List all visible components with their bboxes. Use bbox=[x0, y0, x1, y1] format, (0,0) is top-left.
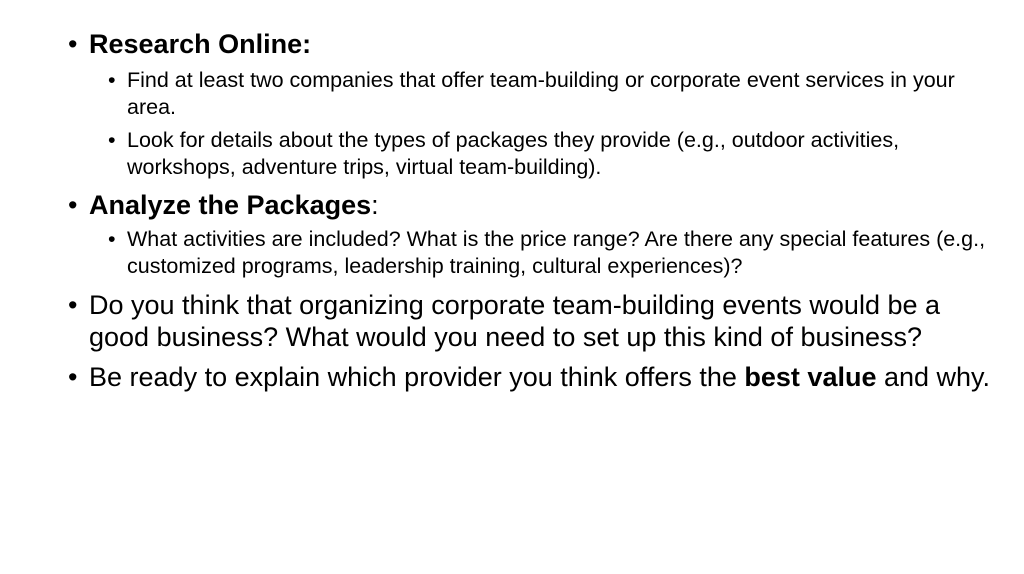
value-emphasis: value bbox=[807, 362, 877, 392]
and-why-text: and why. bbox=[876, 362, 991, 392]
analyze-packages-colon: : bbox=[371, 190, 379, 220]
bullet-list bbox=[62, 28, 992, 393]
sub-bullet-find-companies bbox=[62, 67, 992, 121]
analyze-packages-heading: Analyze the Packages bbox=[89, 190, 372, 220]
bullet-icon: • bbox=[68, 190, 78, 220]
bullet-icon: • bbox=[108, 227, 116, 251]
bullet-research-online bbox=[62, 28, 992, 60]
package-details-text: Look for details about the types of packages they provide (e.g., outdoor activities, workshops, adventure trips, virtual team-building). bbox=[127, 128, 900, 179]
activities-questions-text: What activities are included? What is the price range? Are there any special features (e.g., customized programs, leadership training, cultural experiences)? bbox=[127, 227, 986, 278]
find-companies-text: Find at least two companies that offer team-building or corporate event services in your area. bbox=[127, 68, 955, 119]
best-emphasis: best bbox=[744, 362, 800, 392]
bullet-icon: • bbox=[108, 68, 116, 92]
business-question-text: Do you think that organizing corporate team-building events would be a good business? What would you need to set up this kind of business? bbox=[89, 290, 941, 352]
sub-bullet-activities-questions bbox=[62, 226, 992, 280]
best-value-text: Be ready to explain which provider you think offers the bbox=[89, 362, 745, 392]
bullet-business-question bbox=[62, 289, 992, 353]
bullet-icon: • bbox=[68, 29, 78, 59]
sub-bullet-package-details bbox=[62, 127, 992, 181]
bullet-analyze-packages bbox=[62, 189, 992, 221]
bullet-icon: • bbox=[68, 362, 78, 392]
bullet-icon: • bbox=[108, 128, 116, 152]
bullet-icon: • bbox=[68, 290, 78, 320]
research-online-heading: Research Online: bbox=[89, 29, 312, 59]
bullet-best-value bbox=[62, 361, 992, 393]
